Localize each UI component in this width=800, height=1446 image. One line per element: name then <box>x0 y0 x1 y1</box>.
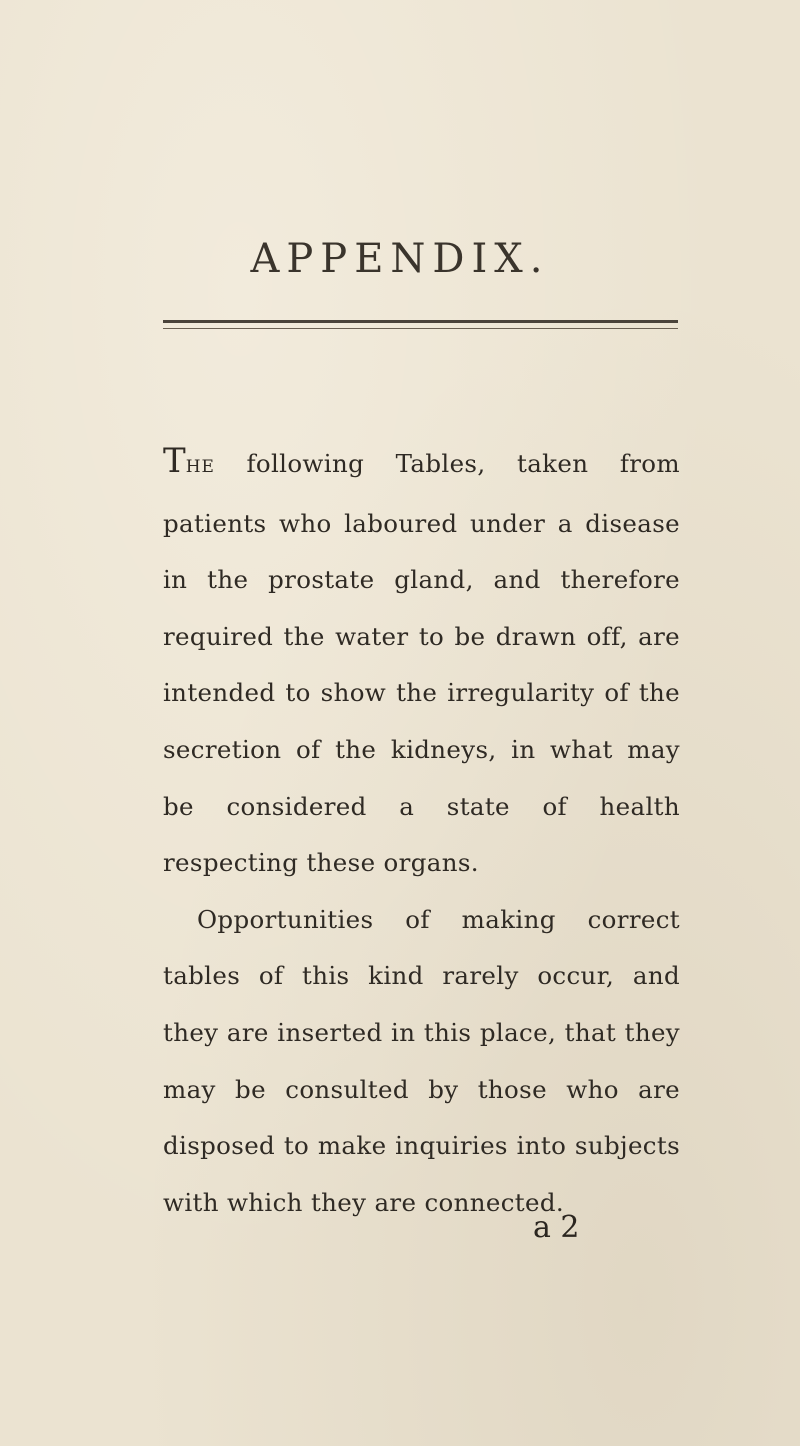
paragraph-1-text: following Tables, taken from patients who laboured under a disease in the prostate gland, and therefore required the water to be drawn off, are intended to show the irregularity of the secretion of the kidneys, in what may be considered a state of health respecting these organs. <box>163 449 680 878</box>
paragraph-1 <box>163 433 680 892</box>
title-rule-thin <box>163 328 678 329</box>
title-rule-thick <box>163 320 678 323</box>
page-title: APPENDIX. <box>250 236 550 282</box>
signature-mark: a 2 <box>533 1210 580 1245</box>
body-text <box>163 433 680 1231</box>
initial-letter: T <box>163 441 186 481</box>
initial-smallcaps: HE <box>185 457 215 477</box>
paragraph-2: Opportunities of making correct tables of this kind rarely occur, and they are inserted in this place, that they may be consulted by those who are disposed to make inquiries into subjects with which they are connected. <box>163 904 680 1217</box>
